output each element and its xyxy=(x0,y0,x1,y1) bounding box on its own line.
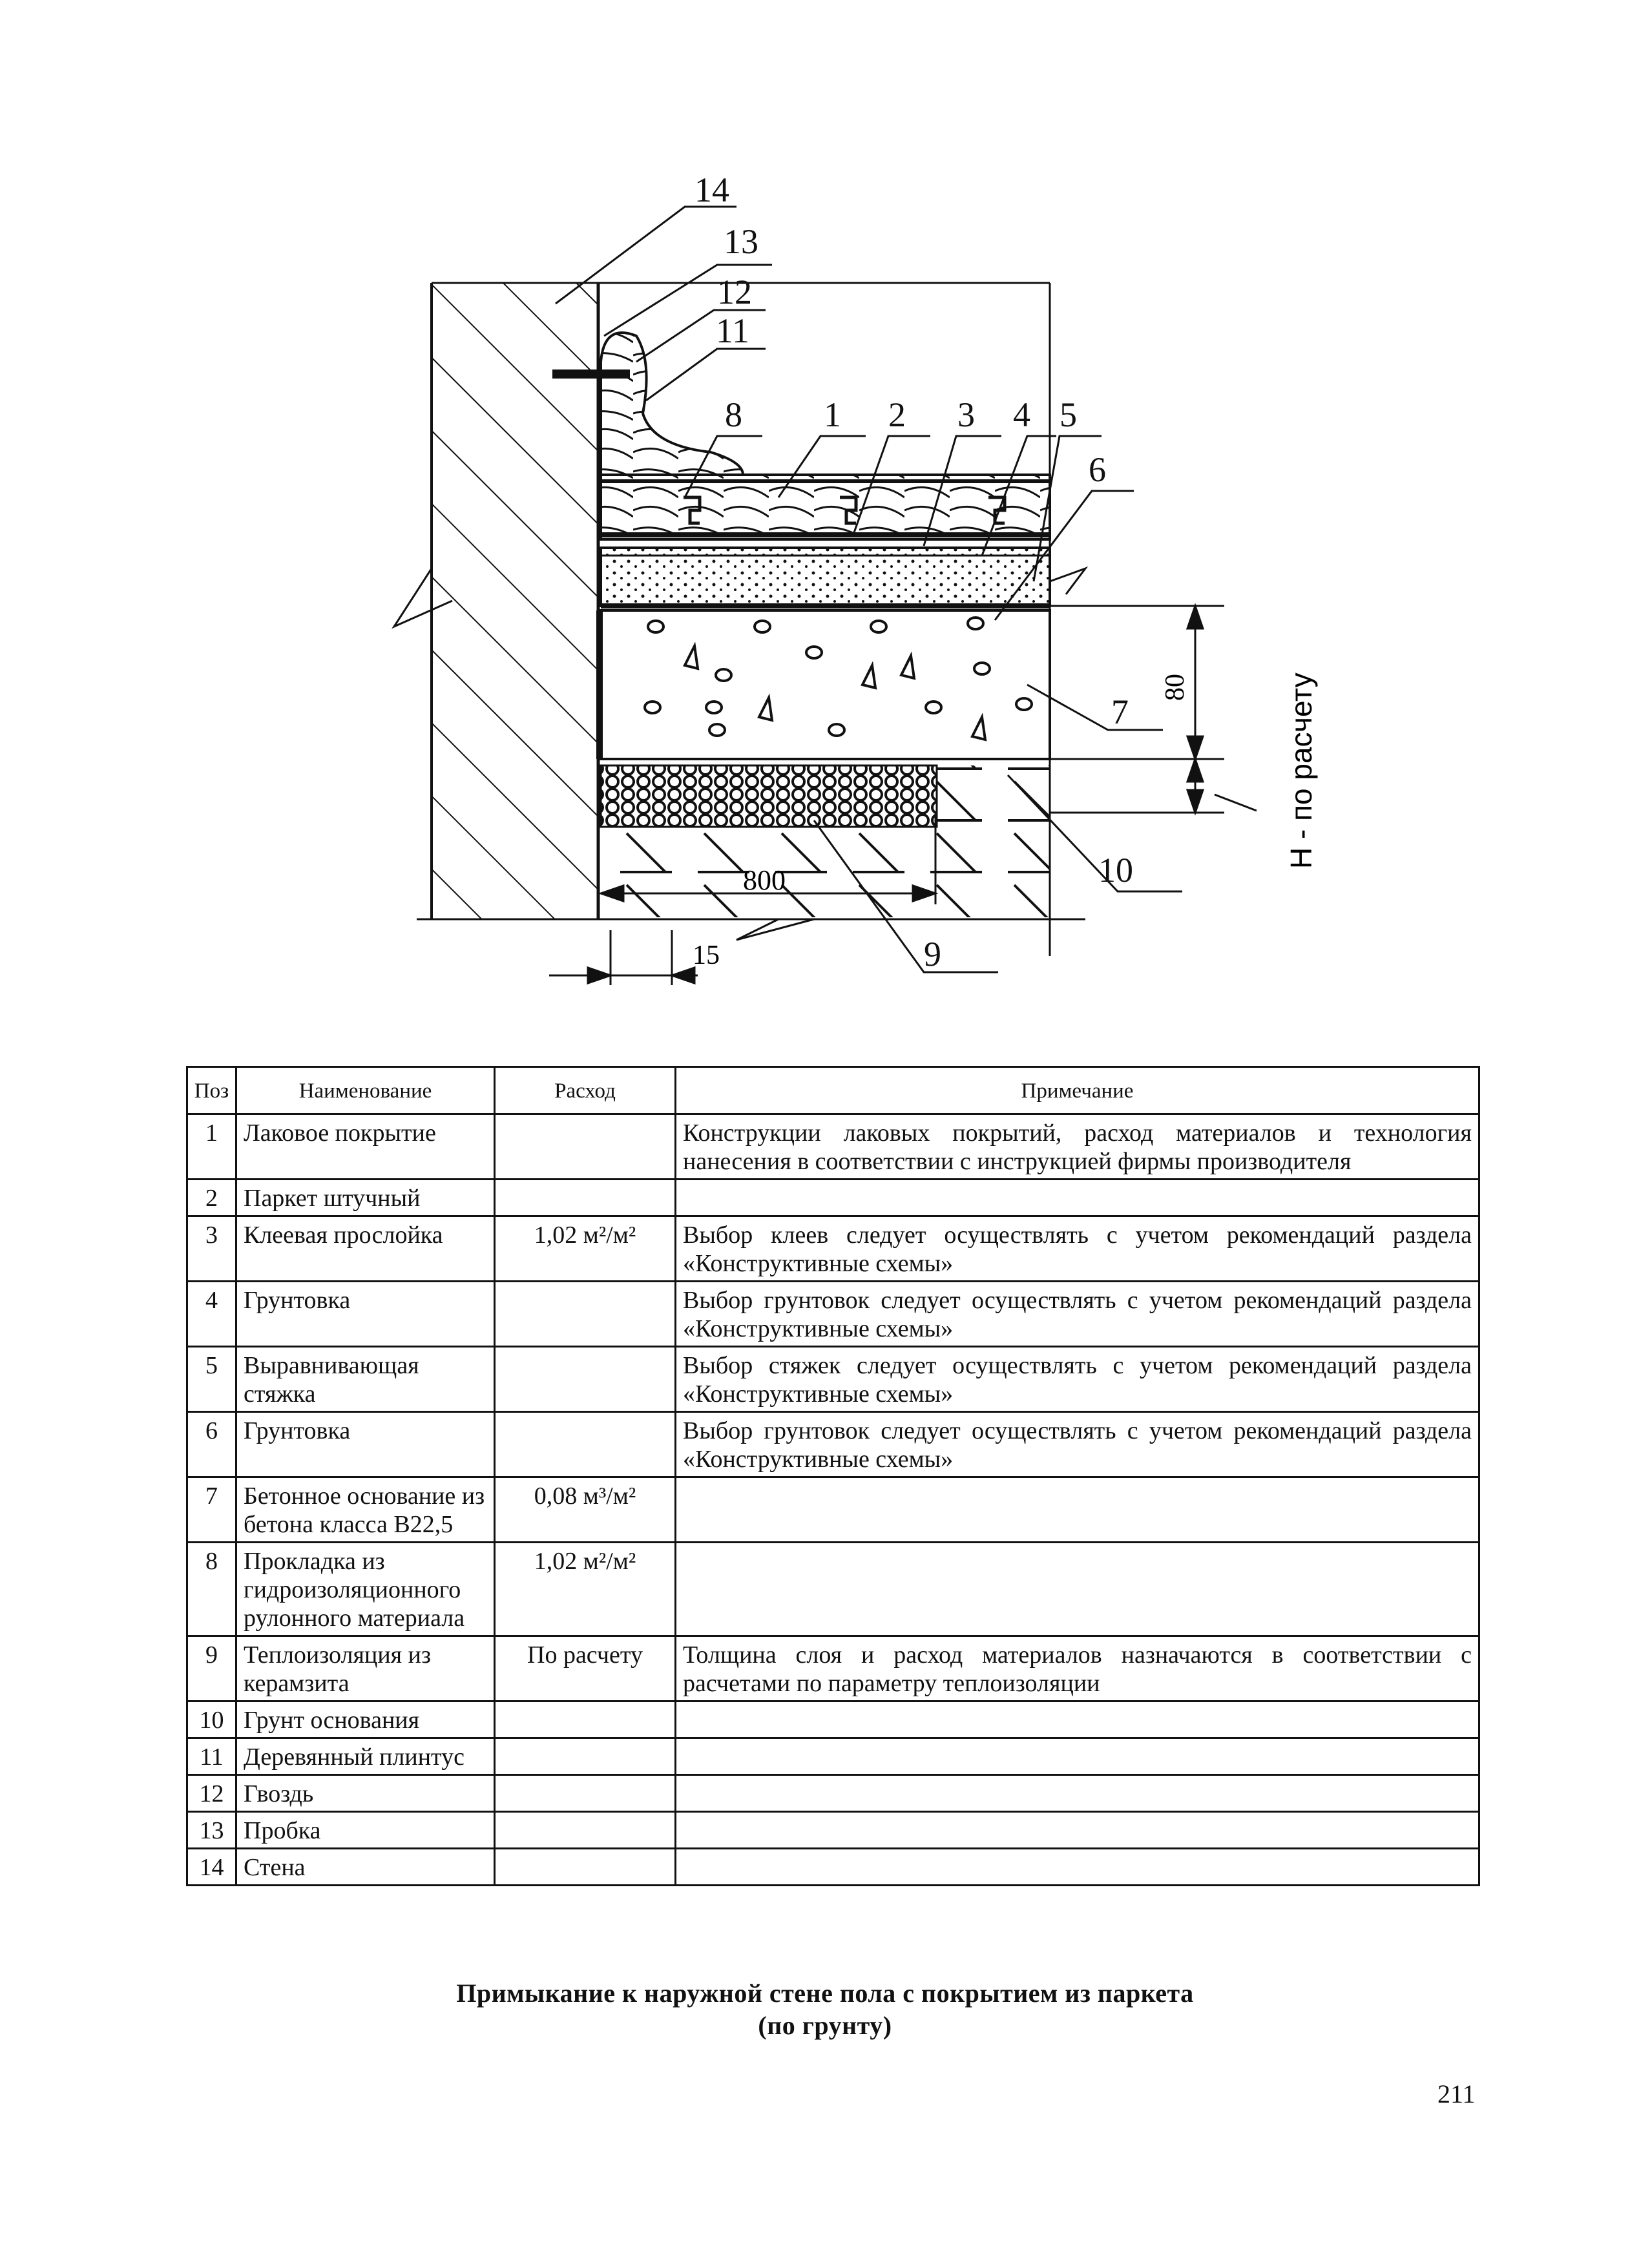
table-row xyxy=(187,1738,1479,1775)
dimension-15-label: 15 xyxy=(693,941,720,970)
cell-note xyxy=(676,1477,1479,1543)
cell-note xyxy=(676,1738,1479,1775)
cell-consumption: По расчету xyxy=(495,1636,676,1701)
dimension-80-label: 80 xyxy=(1160,674,1190,701)
cell-pos: 12 xyxy=(187,1775,236,1812)
callout-8: 8 xyxy=(725,395,742,434)
cell-pos: 5 xyxy=(187,1347,236,1412)
callout-10: 10 xyxy=(1098,851,1133,890)
cell-consumption: 1,02 м²/м² xyxy=(495,1543,676,1636)
table-row xyxy=(187,1543,1479,1636)
callout-13: 13 xyxy=(724,222,758,261)
cell-note: Конструкции лаковых покрытий, расход материалов и технология нанесения в соответствии с инструкцией фирмы производителя xyxy=(676,1114,1479,1180)
cell-note xyxy=(676,1775,1479,1812)
cell-name: Выравнивающая стяжка xyxy=(236,1347,495,1412)
dimension-800-label: 800 xyxy=(743,864,786,896)
table-row xyxy=(187,1775,1479,1812)
cell-pos: 9 xyxy=(187,1636,236,1701)
cell-note: Выбор стяжек следует осуществлять с учетом рекомендаций раздела «Конструктивные схемы» xyxy=(676,1347,1479,1412)
cell-consumption: 0,08 м³/м² xyxy=(495,1477,676,1543)
cell-name: Теплоизоляция из керамзита xyxy=(236,1636,495,1701)
callout-4: 4 xyxy=(1013,395,1030,434)
cell-consumption xyxy=(495,1347,676,1412)
table-row xyxy=(187,1180,1479,1216)
cell-pos: 13 xyxy=(187,1812,236,1849)
cell-note: Выбор грунтовок следует осуществлять с учетом рекомендаций раздела «Конструктивные схемы» xyxy=(676,1412,1479,1477)
callout-2: 2 xyxy=(888,395,906,434)
cell-name: Грунтовка xyxy=(236,1412,495,1477)
cell-consumption xyxy=(495,1412,676,1477)
dimension-80 xyxy=(1050,606,1257,813)
cell-consumption xyxy=(495,1180,676,1216)
cell-name: Прокладка из гидроизоляционного рулонного материала xyxy=(236,1543,495,1636)
cell-note: Выбор клеев следует осуществлять с учетом рекомендаций раздела «Конструктивные схемы» xyxy=(676,1216,1479,1282)
table-row xyxy=(187,1412,1479,1477)
header-note: Примечание xyxy=(676,1067,1479,1114)
callout-11: 11 xyxy=(716,311,749,350)
table-row xyxy=(187,1282,1479,1347)
table-row xyxy=(187,1636,1479,1701)
cell-name: Клеевая прослойка xyxy=(236,1216,495,1282)
table-row xyxy=(187,1849,1479,1886)
cell-pos: 4 xyxy=(187,1282,236,1347)
cell-note xyxy=(676,1543,1479,1636)
concrete-layer xyxy=(596,610,1050,759)
cell-pos: 7 xyxy=(187,1477,236,1543)
callout-1: 1 xyxy=(824,395,841,434)
cell-name: Грунт основания xyxy=(236,1701,495,1738)
cell-consumption xyxy=(495,1849,676,1886)
table-row xyxy=(187,1701,1479,1738)
cell-pos: 3 xyxy=(187,1216,236,1282)
table-row xyxy=(187,1114,1479,1180)
cell-pos: 1 xyxy=(187,1114,236,1180)
cell-pos: 14 xyxy=(187,1849,236,1886)
header-consumption: Расход xyxy=(495,1067,676,1114)
header-pos: Поз xyxy=(187,1067,236,1114)
callout-9: 9 xyxy=(924,935,941,973)
cell-consumption xyxy=(495,1738,676,1775)
cell-pos: 6 xyxy=(187,1412,236,1477)
cell-consumption: 1,02 м²/м² xyxy=(495,1216,676,1282)
cell-name: Гвоздь xyxy=(236,1775,495,1812)
callout-14: 14 xyxy=(694,171,729,209)
cell-note: Выбор грунтовок следует осуществлять с учетом рекомендаций раздела «Конструктивные схемы» xyxy=(676,1282,1479,1347)
floor-section-drawing xyxy=(0,0,1650,1008)
figure-caption-line1: Примыкание к наружной стене пола с покрытием из паркета xyxy=(456,1979,1194,2008)
insulation-layer xyxy=(601,765,937,827)
cell-name: Деревянный плинтус xyxy=(236,1738,495,1775)
callout-12: 12 xyxy=(717,273,752,311)
page-number: 211 xyxy=(1437,2079,1476,2108)
cell-pos: 11 xyxy=(187,1738,236,1775)
header-name: Наименование xyxy=(236,1067,495,1114)
cell-name: Паркет штучный xyxy=(236,1180,495,1216)
cell-pos: 2 xyxy=(187,1180,236,1216)
table-header-row xyxy=(187,1067,1479,1114)
table-row xyxy=(187,1477,1479,1543)
cell-note xyxy=(676,1812,1479,1849)
cell-pos: 8 xyxy=(187,1543,236,1636)
callout-6: 6 xyxy=(1089,450,1106,489)
cell-consumption xyxy=(495,1114,676,1180)
dimension-h-label: Н - по расчету xyxy=(1284,672,1318,869)
nail-icon xyxy=(552,369,630,379)
callout-5: 5 xyxy=(1060,395,1077,434)
cell-consumption xyxy=(495,1282,676,1347)
table-row xyxy=(187,1216,1479,1282)
table-row xyxy=(187,1347,1479,1412)
cell-name: Стена xyxy=(236,1849,495,1886)
cell-name: Пробка xyxy=(236,1812,495,1849)
figure-caption-line2: (по грунту) xyxy=(758,2011,892,2040)
cell-pos: 10 xyxy=(187,1701,236,1738)
table-row xyxy=(187,1812,1479,1849)
parquet-layer xyxy=(601,475,1050,539)
callout-3: 3 xyxy=(957,395,975,434)
cell-name: Грунтовка xyxy=(236,1282,495,1347)
cell-note xyxy=(676,1701,1479,1738)
cell-name: Бетонное основание из бетона класса В22,5 xyxy=(236,1477,495,1543)
cell-note xyxy=(676,1180,1479,1216)
cell-consumption xyxy=(495,1775,676,1812)
cell-note xyxy=(676,1849,1479,1886)
cell-name: Лаковое покрытие xyxy=(236,1114,495,1180)
cell-consumption xyxy=(495,1701,676,1738)
cell-note: Толщина слоя и расход материалов назначаются в соответствии с расчетами по параметру теплоизоляции xyxy=(676,1636,1479,1701)
callout-7: 7 xyxy=(1111,692,1129,731)
materials-table xyxy=(186,1066,1480,1886)
cell-consumption xyxy=(495,1812,676,1849)
dimension-15 xyxy=(549,930,698,985)
